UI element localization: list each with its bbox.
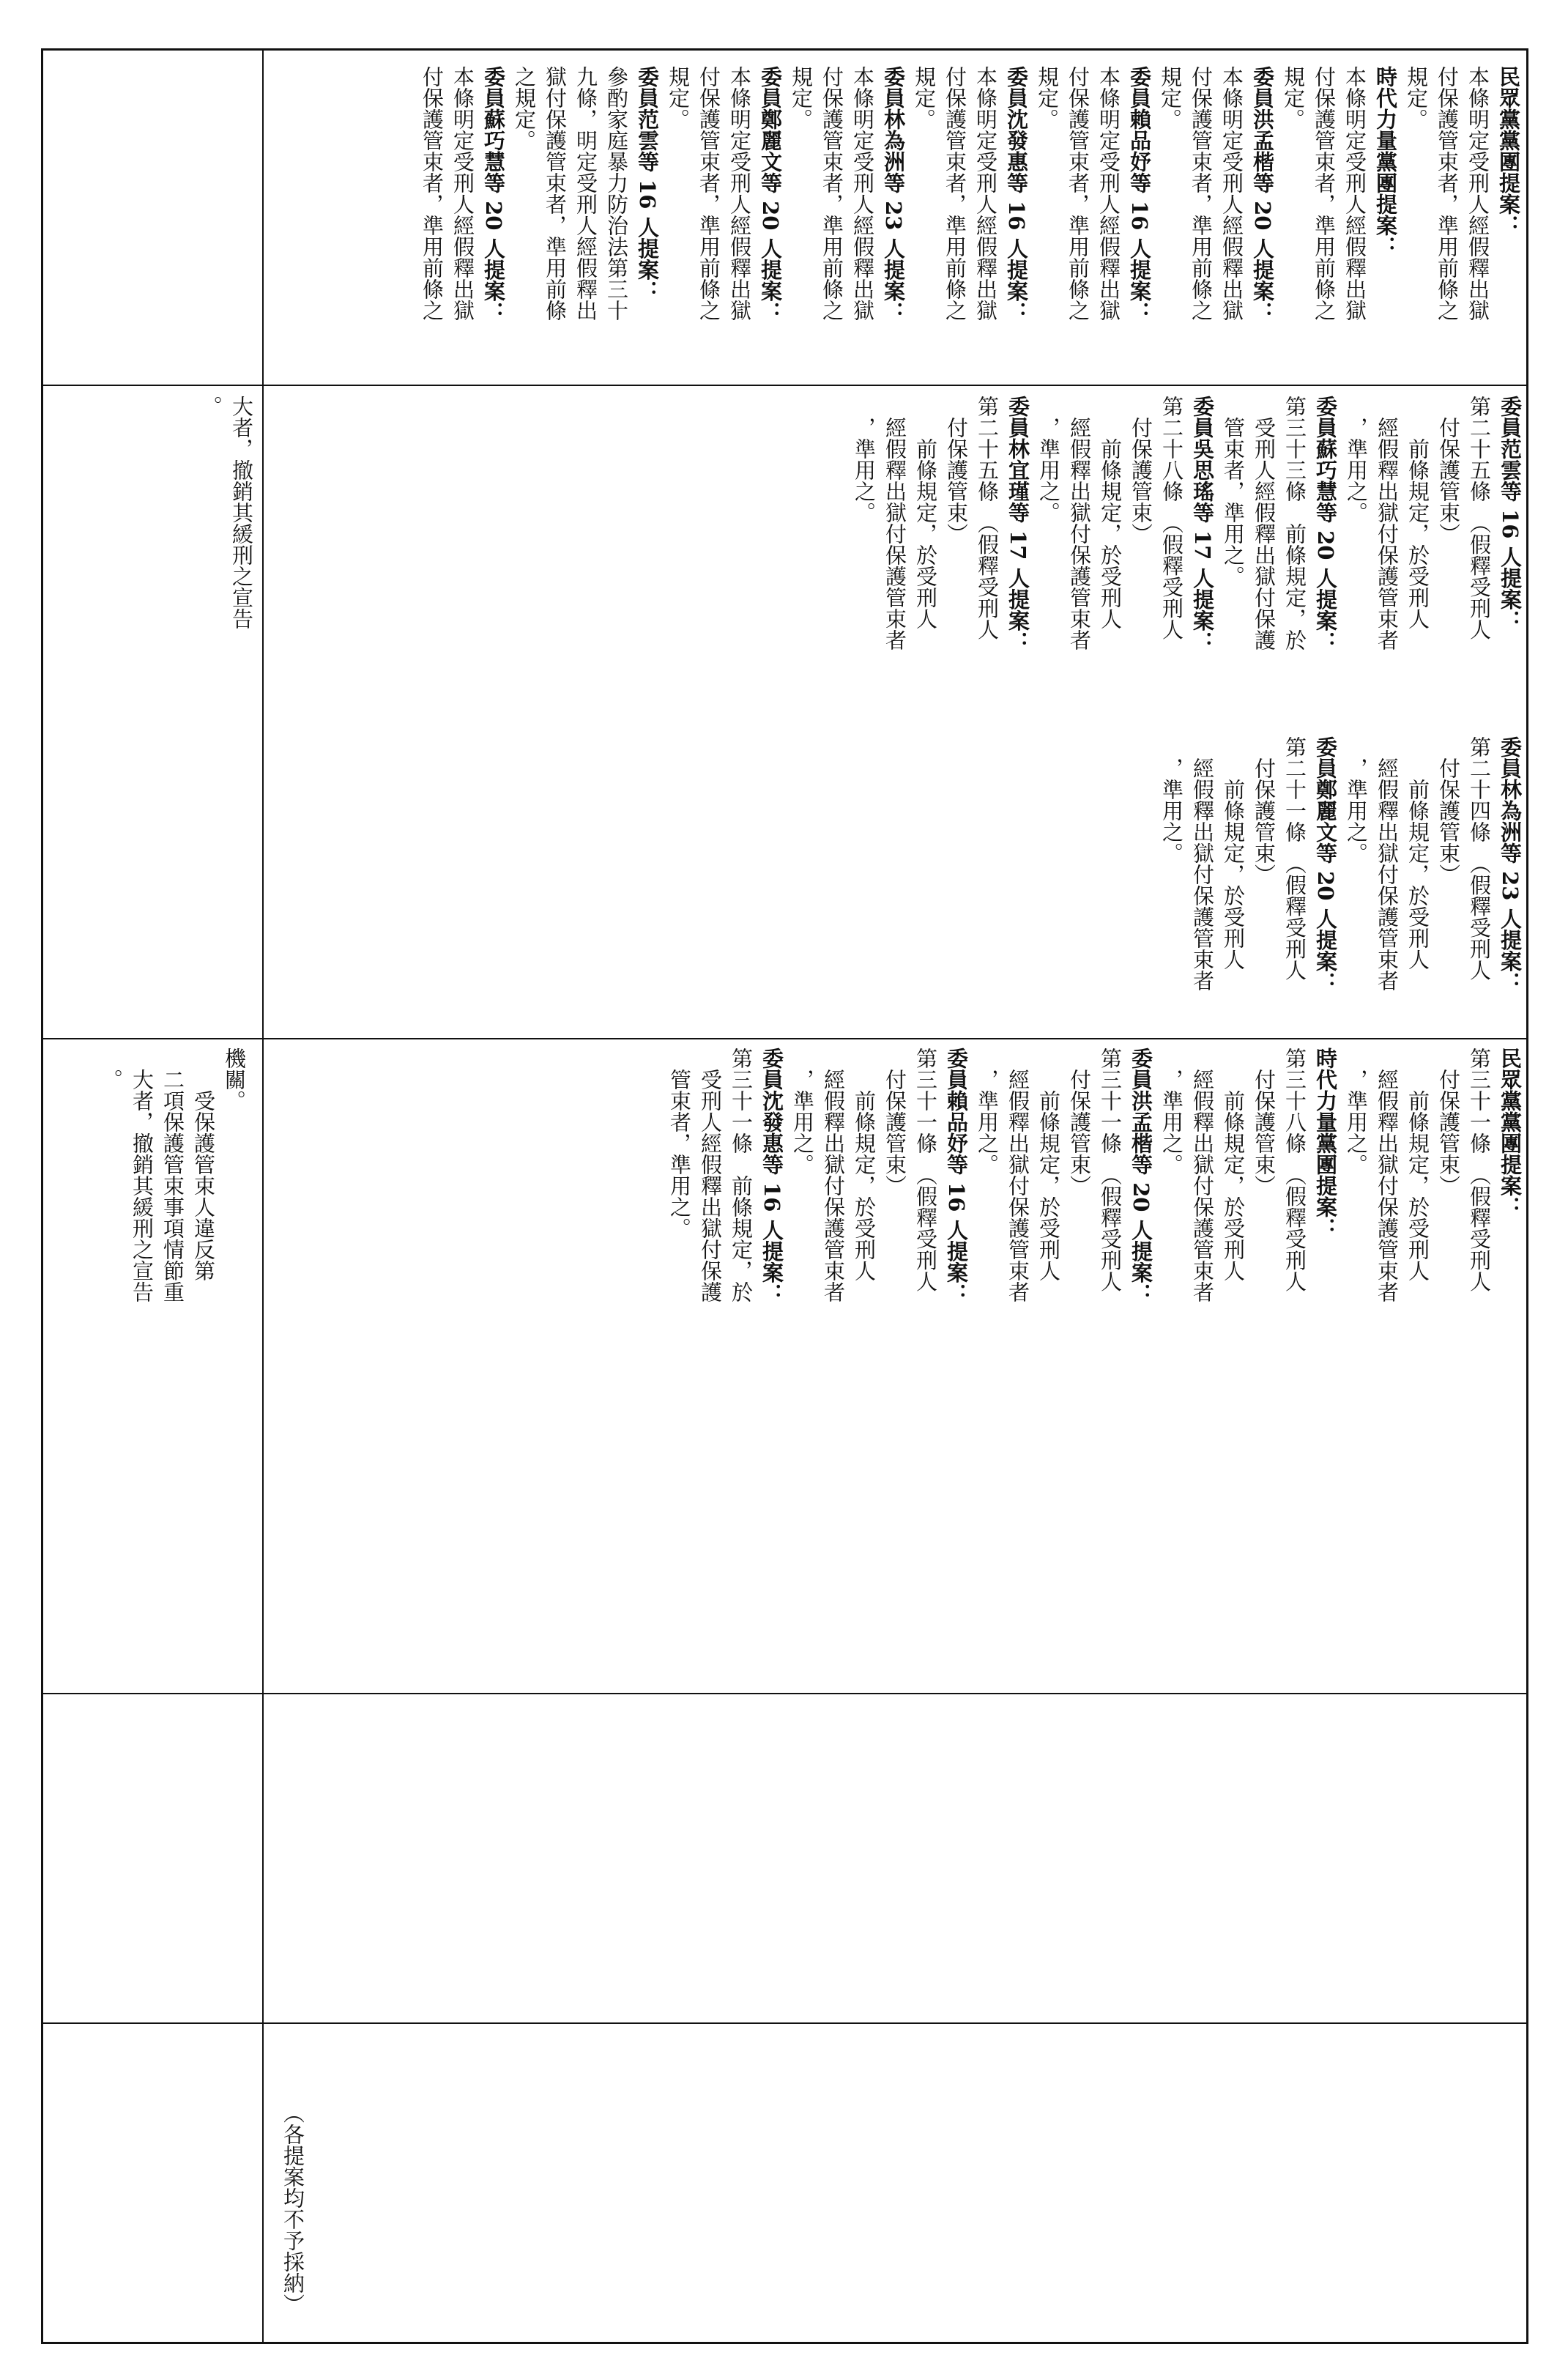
text-line: 經假釋出獄付保護管束者 [1190,1047,1215,1302]
text-line: ，準用之。 [1159,736,1184,864]
text-line: 付保護管束） [1067,1047,1092,1196]
proposer-label: 委員林為洲等 23 人提案： [881,66,906,323]
text-line: 規定。 [1035,66,1060,130]
text-line: 付保護管束） [1252,736,1277,885]
col-b-provisions-b [266,736,1526,1029]
text-line: ，準用之。 [790,1047,815,1175]
text-line: 經假釋出獄付保護管束者 [1375,736,1400,991]
text-line: 付保護管束） [1436,396,1461,544]
text-line: 本條明定受刑人經假釋出獄 [727,66,752,321]
text-line: 受刑人經假釋出獄付保護 [1252,396,1277,650]
text-line: ，準用之。 [975,1047,1000,1175]
text-line: 付保護管束） [1436,1047,1461,1196]
text-line: 付保護管束） [883,1047,907,1196]
text-line: ，準用之。 [1344,396,1369,523]
col-a-explanations [279,66,1524,381]
text-line: 本條明定受刑人經假釋出獄 [1219,66,1244,321]
text-line: 付保護管束者，準用前條之 [1066,66,1090,321]
proposer-label: 委員賴品妤等 16 人提案： [944,1047,969,1305]
text-line: 前條規定，於受刑人 [1405,396,1430,629]
text-line: 付保護管束者，準用前條之 [1189,66,1214,321]
text-line: 前條規定，於受刑人 [1036,1047,1061,1281]
text-line: 受保護管束人違反第 [191,1047,216,1281]
column-divider-4 [41,2022,1528,2024]
text-line: 付保護管束） [944,396,969,544]
text-line: 第二十四條 （假釋受刑人 [1467,736,1492,981]
text-line: 規定。 [1281,66,1306,130]
proposer-label: 民眾黨黨團提案： [1498,1047,1523,1217]
text-line: 付保護管束者，準用前條之 [1435,66,1460,321]
text-line: 經假釋出獄付保護管束者 [1067,396,1092,650]
column-divider-2 [41,1038,1528,1039]
text-line: 二項保護管束事項情節重 [160,1047,185,1302]
text-line: 本條明定受刑人經假釋出獄 [450,66,475,321]
proposer-label: 委員范雲等 16 人提案： [1498,396,1523,631]
text-line: 第三十一條 前條規定，於 [729,1047,754,1302]
proposer-label: 委員蘇巧慧等 20 人提案： [481,66,506,323]
text-line: 規定。 [789,66,814,130]
text-line: 第二十八條 （假釋受刑人 [1159,396,1184,640]
text-line: 前條規定，於受刑人 [1221,736,1246,970]
text-line: 付保護管束） [1252,1047,1277,1196]
text-line: 受刑人經假釋出獄付保護 [698,1047,723,1302]
text-line: 九條，明定受刑人經假釋出 [573,66,598,321]
text-line: ，準用之。 [1159,1047,1184,1175]
proposer-label: 時代力量黨團提案： [1373,66,1398,257]
proposer-label: 時代力量黨團提案： [1313,1047,1338,1239]
text-line: 前條規定，於受刑人 [1405,1047,1430,1281]
col-e-note [264,2102,308,2337]
text-line: 經假釋出獄付保護管束者 [1375,1047,1400,1302]
proposer-label: 委員蘇巧慧等 20 人提案： [1313,396,1338,653]
text-line: 大者，撤銷其緩刑之宣告 [130,1047,155,1302]
table-border-right [1526,48,1528,2344]
text-line: 第二十一條 （假釋受刑人 [1282,736,1307,981]
text-line: 參酌家庭暴力防治法第三十 [604,66,629,321]
column-divider-3 [41,1693,1528,1694]
proposer-label: 委員林為洲等 23 人提案： [1498,736,1523,993]
text-line: 第三十三條 前條規定，於 [1282,396,1307,650]
text-line: 第三十八條 （假釋受刑人 [1282,1047,1307,1292]
proposer-label: 委員林宜瑾等 17 人提案： [1006,396,1030,653]
text-line: 前條規定，於受刑人 [1221,1047,1246,1281]
text-line: 第二十五條 （假釋受刑人 [1467,396,1492,640]
text-line: 前條規定，於受刑人 [852,1047,877,1281]
text-line: 經假釋出獄付保護管束者 [883,396,907,650]
proposer-label: 委員洪孟楷等 20 人提案： [1250,66,1275,323]
text-line: 付保護管束） [1436,736,1461,885]
proposer-label: 委員賴品妤等 16 人提案： [1127,66,1152,323]
text-line: （各提案均不予採納） [280,2102,305,2315]
proposer-label: 委員沈發惠等 16 人提案： [759,1047,784,1305]
text-line: 前條規定，於受刑人 [913,396,938,629]
text-line: 付保護管束者，準用前條之 [420,66,445,321]
text-line: 機關。 [222,1047,247,1111]
text-line: 本條明定受刑人經假釋出獄 [850,66,875,321]
text-line: 規定。 [1404,66,1429,130]
col-c-strip [67,1047,250,1685]
text-line: 付保護管束者，準用前條之 [1312,66,1337,321]
column-divider-1 [41,385,1528,386]
text-line: 付保護管束者，準用前條之 [696,66,721,321]
text-line: 本條明定受刑人經假釋出獄 [1096,66,1121,321]
proposer-label: 委員吳思瑤等 17 人提案： [1190,396,1215,653]
proposer-label: 民眾黨黨團提案： [1496,66,1521,236]
text-line: 第三十一條 （假釋受刑人 [1098,1047,1123,1292]
table-border-top [41,48,1528,51]
proposer-label: 委員范雲等 16 人提案： [635,66,660,302]
text-line: 經假釋出獄付保護管束者 [1006,1047,1030,1302]
text-line: 經假釋出獄付保護管束者 [821,1047,846,1302]
proposer-label: 委員沈發惠等 16 人提案： [1004,66,1029,323]
text-line: 付保護管束者，準用前條之 [943,66,967,321]
text-line: 之規定。 [512,66,537,151]
text-line: 第二十五條 （假釋受刑人 [975,396,1000,640]
proposer-label: 委員鄭麗文等 20 人提案： [758,66,783,323]
col-b-strip [67,396,257,1033]
text-line: 規定。 [912,66,937,130]
text-line: 經假釋出獄付保護管束者 [1190,736,1215,991]
table-border-bottom [41,2342,1528,2344]
text-line: 規定。 [1158,66,1183,130]
text-line: ，準用之。 [1344,736,1369,864]
text-line: 第三十一條 （假釋受刑人 [913,1047,938,1292]
text-line: 第三十一條 （假釋受刑人 [1467,1047,1492,1292]
text-line: ，準用之。 [852,396,877,523]
text-line: 。 [198,396,223,417]
text-line: 付保護管束） [1129,396,1153,544]
text-line: 本條明定受刑人經假釋出獄 [973,66,998,321]
text-line: ，準用之。 [1344,1047,1369,1175]
table-divider-strip [262,48,264,2344]
text-line: ，準用之。 [1036,396,1061,523]
text-line: 經假釋出獄付保護管束者 [1375,396,1400,650]
table-border-left [41,48,43,2344]
text-line: 獄付保護管束者，準用前條 [543,66,568,321]
proposer-label: 委員洪孟楷等 20 人提案： [1129,1047,1153,1305]
text-line: 本條明定受刑人經假釋出獄 [1342,66,1367,321]
text-line: 前條規定，於受刑人 [1405,736,1430,970]
text-line: 付保護管束者，準用前條之 [820,66,844,321]
text-line: 管束者，準用之。 [1221,396,1246,587]
text-line: 大者，撤銷其緩刑之宣告 [229,396,254,629]
text-line: 前條規定，於受刑人 [1098,396,1123,629]
text-line: 。 [99,1047,124,1090]
proposer-label: 委員鄭麗文等 20 人提案： [1313,736,1338,993]
text-line: 管束者，準用之。 [667,1047,692,1239]
text-line: 本條明定受刑人經假釋出獄 [1465,66,1490,321]
col-c-provisions [266,1047,1526,1685]
text-line: 規定。 [666,66,691,130]
